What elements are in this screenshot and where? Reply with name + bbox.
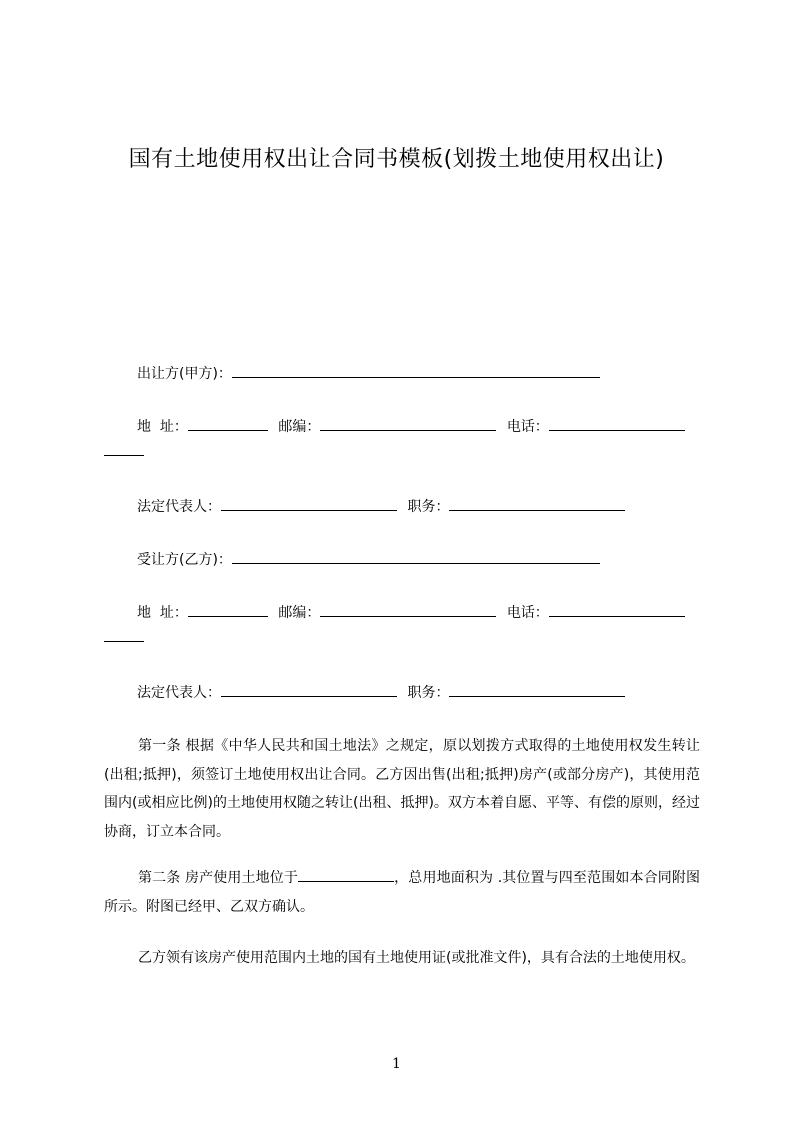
postcode-label: 邮编： <box>278 419 321 435</box>
article-2-text-end: ，总用地面积为 .其位置与四至范围如本合同附图所示。附图已经甲、乙双方确认。 <box>104 870 700 915</box>
article-2 <box>104 864 700 921</box>
party-a-line <box>137 363 600 384</box>
party-a-name-field[interactable] <box>232 363 600 378</box>
phone-field-continuation <box>104 627 144 648</box>
phone-field-continuation <box>104 441 144 462</box>
phone-field[interactable] <box>549 602 685 617</box>
address-label: 地 址： <box>137 605 188 621</box>
postcode-label: 邮编： <box>278 605 321 621</box>
document-title: 国有土地使用权出让合同书模板(划拨土地使用权出让) <box>128 147 665 172</box>
position-label: 职务： <box>407 685 450 701</box>
legal-rep-label: 法定代表人： <box>137 499 221 515</box>
position-label: 职务： <box>407 499 450 515</box>
party-b-contact-line <box>137 602 685 623</box>
land-location-field[interactable] <box>298 867 394 882</box>
party-b-label: 受让方(乙方)： <box>137 552 232 568</box>
party-b-line <box>137 549 600 570</box>
legal-rep-field[interactable] <box>221 496 397 511</box>
phone-field[interactable] <box>549 416 685 431</box>
address-field[interactable] <box>188 602 268 617</box>
position-field[interactable] <box>449 682 625 697</box>
article-2-text-start: 第二条 房产使用土地位于 <box>138 870 299 886</box>
phone-label: 电话： <box>506 419 549 435</box>
paragraph-3: 乙方领有该房产使用范围内土地的国有土地使用证(或批准文件)，具有合法的土地使用权。 <box>138 950 695 966</box>
party-a-rep-line <box>137 496 625 517</box>
phone-label: 电话： <box>506 605 549 621</box>
legal-rep-label: 法定代表人： <box>137 685 221 701</box>
party-b-name-field[interactable] <box>232 549 600 564</box>
page-number: 1 <box>392 1056 401 1072</box>
postcode-field[interactable] <box>320 416 496 431</box>
party-a-label: 出让方(甲方)： <box>137 366 232 382</box>
party-a-contact-line <box>137 416 685 437</box>
address-label: 地 址： <box>137 419 188 435</box>
article-1: 第一条 根据《中华人民共和国土地法》之规定，原以划拨方式取得的土地使用权发生转让(出租;抵押)，须签订土地使用权出让合同。乙方因出售(出租;抵押)房产(或部分房产)，其使用范围内(或相应比例)的土地使用权随之转让(出租、抵押)。双方本着自愿、平等、有偿的原则，经过协商，订立本合同。 <box>104 738 700 840</box>
postcode-field[interactable] <box>320 602 496 617</box>
address-field[interactable] <box>188 416 268 431</box>
position-field[interactable] <box>449 496 625 511</box>
legal-rep-field[interactable] <box>221 682 397 697</box>
party-b-rep-line <box>137 682 625 703</box>
